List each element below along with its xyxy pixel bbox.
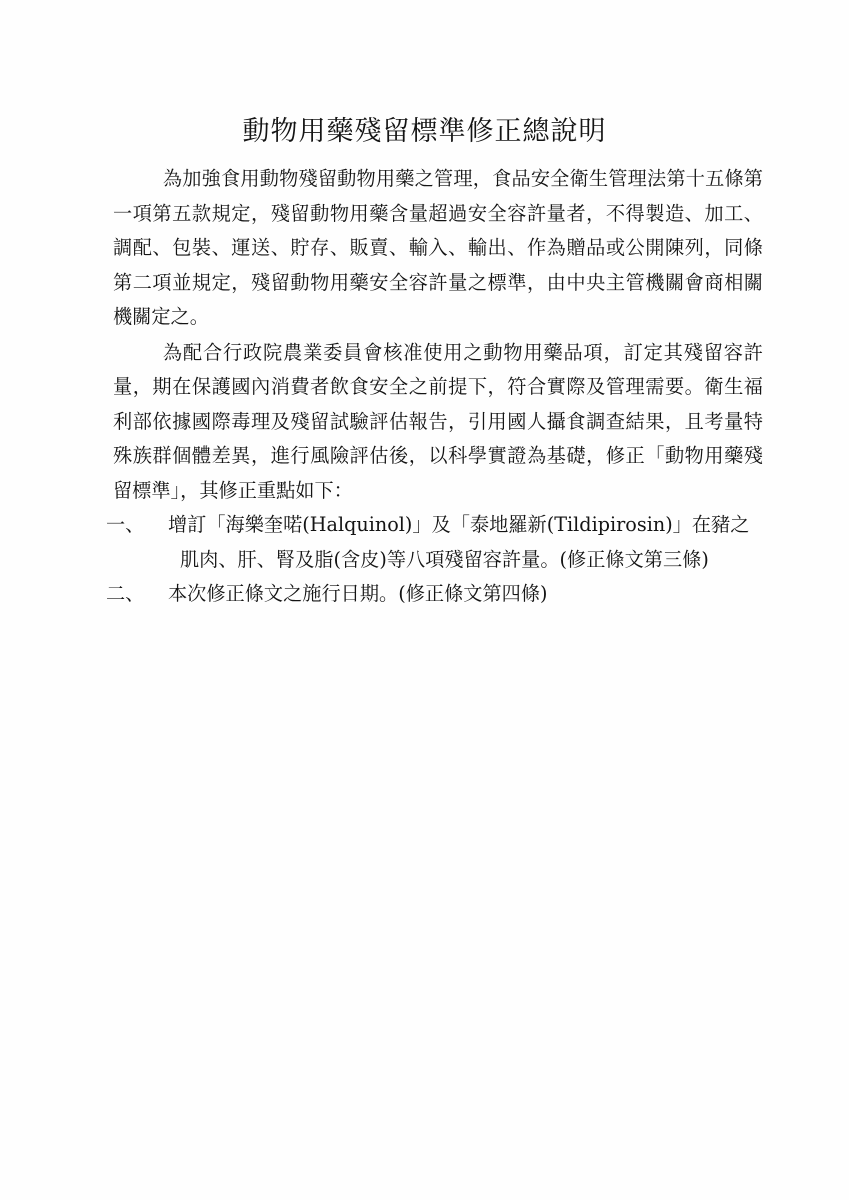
document-title: 動物用藥殘留標準修正總說明 xyxy=(242,116,607,147)
list-item xyxy=(106,508,763,577)
list-item-line-1: 增訂「海樂奎喏(Halquinol)」及「泰地羅新(Tildipirosin)」在豬之 xyxy=(168,513,750,536)
list-item-line-2: 肌肉、肝、腎及脂(含皮)等八項殘留容許量。(修正條文第三條) xyxy=(180,547,709,571)
paragraph-1: 為加強食用動物殘留動物用藥之管理，食品安全衛生管理法第十五條第一項第五款規定，殘留動物用藥含量超過安全容許量者，不得製造、加工、調配、包裝、運送、貯存、販賣、輸入、輸出、作為贈品或公開陳列，同條第二項並規定，殘留動物用藥安全容許量之標準，由中央主管機關會商相關機關定之。 xyxy=(113,167,763,328)
paragraph-2: 為配合行政院農業委員會核准使用之動物用藥品項，訂定其殘留容許量，期在保護國內消費者飲食安全之前提下，符合實際及管理需要。衛生福利部依據國際毒理及殘留試驗評估報告，引用國人攝食調查結果，且考量特殊族群個體差異，進行風險評估後，以科學實證為基礎，修正「動物用藥殘留標準」，其修正重點如下： xyxy=(113,340,763,502)
amendment-points-list xyxy=(106,508,763,612)
list-item-line-1: 本次修正條文之施行日期。(修正條文第四條) xyxy=(168,582,548,605)
list-marker-2: 二、 xyxy=(106,582,145,605)
list-item xyxy=(106,577,763,612)
list-marker-1: 一、 xyxy=(106,513,145,536)
list-item-text xyxy=(168,508,763,577)
document-body xyxy=(106,162,763,612)
list-item-text xyxy=(168,577,763,612)
